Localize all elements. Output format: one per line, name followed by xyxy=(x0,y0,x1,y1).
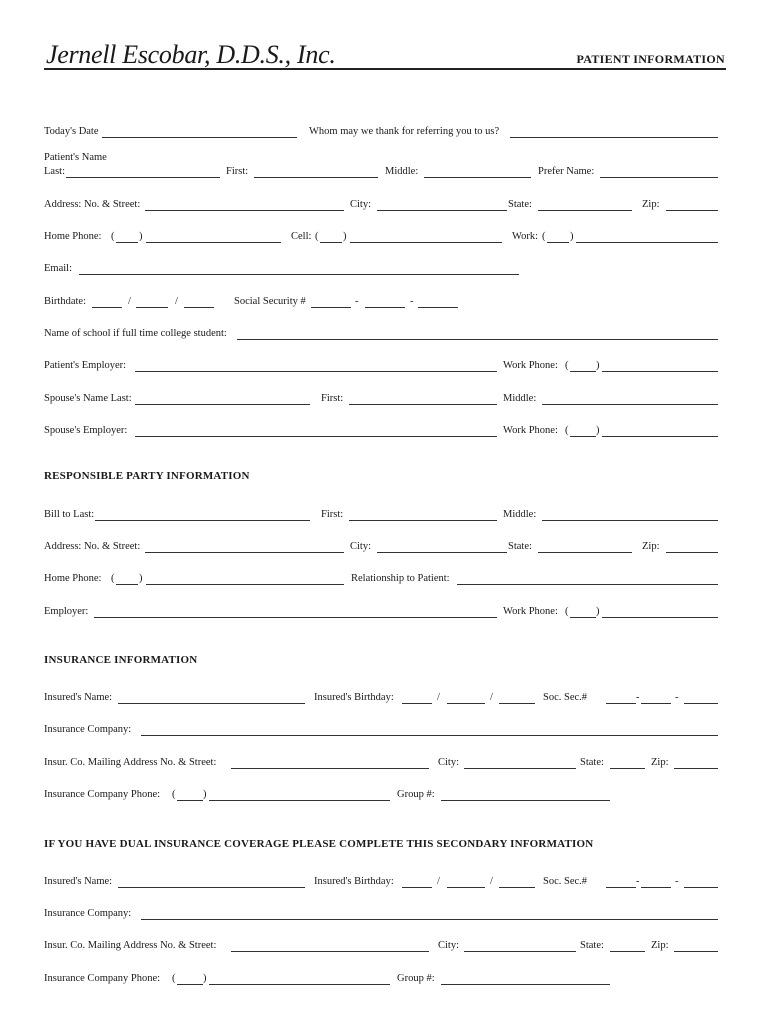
dash: - xyxy=(675,876,679,887)
paren-open: ( xyxy=(111,231,115,242)
relationship-field[interactable] xyxy=(457,584,718,585)
bill-middle-field[interactable] xyxy=(542,520,718,521)
row-sec-phone xyxy=(44,972,719,986)
paren-close: ) xyxy=(596,360,600,371)
ins-phone-area-field[interactable] xyxy=(177,800,203,801)
resp-employer-field[interactable] xyxy=(94,617,497,618)
middle-label: Middle: xyxy=(385,166,419,177)
employer-phone-field[interactable] xyxy=(602,371,718,372)
patients-name-label: Patient's Name xyxy=(44,152,107,163)
row-ins-mailing xyxy=(44,756,719,770)
last-name-field[interactable] xyxy=(66,177,220,178)
dash: - xyxy=(410,296,414,307)
row-patient-name xyxy=(44,165,719,179)
row-spouse-employer xyxy=(44,424,719,438)
sec-birthday-label: Insured's Birthday: xyxy=(314,876,394,887)
bill-middle-label: Middle: xyxy=(503,509,537,520)
ins-state-field[interactable] xyxy=(610,768,645,769)
sec-state-field[interactable] xyxy=(610,951,645,952)
dash: - xyxy=(636,876,640,887)
sec-ssn-part2-field[interactable] xyxy=(641,887,671,888)
form-title: PATIENT INFORMATION xyxy=(576,52,725,66)
insurance-heading: INSURANCE INFORMATION xyxy=(44,654,198,666)
referral-field[interactable] xyxy=(510,137,718,138)
ssn-label: Social Security # xyxy=(234,296,306,307)
resp-city-field[interactable] xyxy=(377,552,507,553)
paren-close: ) xyxy=(139,573,143,584)
resp-zip-label: Zip: xyxy=(642,541,660,552)
row-sec-company xyxy=(44,907,719,921)
zip-field[interactable] xyxy=(666,210,718,211)
ins-mailing-field[interactable] xyxy=(231,768,429,769)
home-phone-label: Home Phone: xyxy=(44,231,102,242)
ins-city-label: City: xyxy=(438,757,460,768)
work-phone-field[interactable] xyxy=(576,242,718,243)
ins-company-field[interactable] xyxy=(141,735,718,736)
slash: / xyxy=(437,876,440,887)
spouse-work-phone-label: Work Phone: xyxy=(503,425,558,436)
row-resp-address xyxy=(44,540,719,554)
row-sec-insured xyxy=(44,875,719,889)
row-phones xyxy=(44,230,719,244)
resp-city-label: City: xyxy=(350,541,372,552)
bill-first-field[interactable] xyxy=(349,520,497,521)
birth-month-field[interactable] xyxy=(92,307,122,308)
ins-group-label: Group #: xyxy=(397,789,435,800)
ssn-part1-field[interactable] xyxy=(311,307,351,308)
ins-mailing-label: Insur. Co. Mailing Address No. & Street: xyxy=(44,757,217,768)
row-address xyxy=(44,198,719,212)
ins-birth-year-field[interactable] xyxy=(499,703,535,704)
first-name-field[interactable] xyxy=(254,177,378,178)
ins-birth-day-field[interactable] xyxy=(447,703,485,704)
middle-name-field[interactable] xyxy=(424,177,531,178)
sec-phone-area-field[interactable] xyxy=(177,984,203,985)
resp-home-area-field[interactable] xyxy=(116,584,138,585)
address-label: Address: No. & Street: xyxy=(44,199,141,210)
relationship-label: Relationship to Patient: xyxy=(351,573,450,584)
ins-company-label: Insurance Company: xyxy=(44,724,132,735)
paren-close: ) xyxy=(343,231,347,242)
row-ins-phone xyxy=(44,788,719,802)
spouse-last-label: Spouse's Name Last: xyxy=(44,393,132,404)
resp-work-phone-field[interactable] xyxy=(602,617,718,618)
bill-first-label: First: xyxy=(321,509,344,520)
last-label: Last: xyxy=(44,166,65,177)
ins-insured-name-label: Insured's Name: xyxy=(44,692,113,703)
row-ins-insured xyxy=(44,691,719,705)
row-bill-to xyxy=(44,508,719,522)
resp-work-phone-label: Work Phone: xyxy=(503,606,558,617)
spouse-employer-field[interactable] xyxy=(135,436,497,437)
sec-phone-field[interactable] xyxy=(209,984,390,985)
school-label: Name of school if full time college student: xyxy=(44,328,227,339)
sec-phone-label: Insurance Company Phone: xyxy=(44,973,161,984)
ins-insured-name-field[interactable] xyxy=(118,703,305,704)
row-resp-phone xyxy=(44,572,719,586)
paren-open: ( xyxy=(172,789,176,800)
ins-ssn-part1-field[interactable] xyxy=(606,703,636,704)
address-field[interactable] xyxy=(145,210,344,211)
slash: / xyxy=(490,692,493,703)
email-label: Email: xyxy=(44,263,72,274)
zip-label: Zip: xyxy=(642,199,660,210)
ins-phone-label: Insurance Company Phone: xyxy=(44,789,161,800)
todays-date-label: Today's Date xyxy=(44,126,99,137)
ssn-part2-field[interactable] xyxy=(365,307,405,308)
spouse-employer-label: Spouse's Employer: xyxy=(44,425,128,436)
slash: / xyxy=(128,296,131,307)
ins-state-label: State: xyxy=(580,757,604,768)
spouse-phone-field[interactable] xyxy=(602,436,718,437)
birth-year-field[interactable] xyxy=(184,307,214,308)
home-phone-field[interactable] xyxy=(146,242,281,243)
sec-birth-day-field[interactable] xyxy=(447,887,485,888)
paren-close: ) xyxy=(570,231,574,242)
dash: - xyxy=(675,692,679,703)
prefer-name-label: Prefer Name: xyxy=(538,166,595,177)
work-label: Work: xyxy=(512,231,538,242)
employer-phone-area-field[interactable] xyxy=(570,371,596,372)
row-birthdate-ssn xyxy=(44,295,719,309)
header-rule xyxy=(44,68,726,70)
paren-open: ( xyxy=(565,360,569,371)
row-ins-company xyxy=(44,723,719,737)
spouse-last-field[interactable] xyxy=(135,404,310,405)
ins-group-field[interactable] xyxy=(441,800,610,801)
row-school xyxy=(44,327,719,341)
row-date-referral xyxy=(44,125,719,139)
todays-date-field[interactable] xyxy=(102,137,297,138)
slash: / xyxy=(175,296,178,307)
birth-day-field[interactable] xyxy=(136,307,168,308)
row-email xyxy=(44,262,719,276)
resp-state-field[interactable] xyxy=(538,552,632,553)
work-area-field[interactable] xyxy=(547,242,569,243)
paren-open: ( xyxy=(111,573,115,584)
paren-close: ) xyxy=(596,425,600,436)
sec-zip-label: Zip: xyxy=(651,940,669,951)
paren-open: ( xyxy=(542,231,546,242)
school-field[interactable] xyxy=(237,339,718,340)
slash: / xyxy=(437,692,440,703)
resp-address-label: Address: No. & Street: xyxy=(44,541,141,552)
sec-ssn-part1-field[interactable] xyxy=(606,887,636,888)
sec-soc-sec-label: Soc. Sec.# xyxy=(543,876,588,887)
resp-home-phone-field[interactable] xyxy=(146,584,344,585)
ins-zip-label: Zip: xyxy=(651,757,669,768)
spouse-middle-label: Middle: xyxy=(503,393,537,404)
state-label: State: xyxy=(508,199,532,210)
cell-area-field[interactable] xyxy=(320,242,342,243)
prefer-name-field[interactable] xyxy=(600,177,718,178)
sec-zip-field[interactable] xyxy=(674,951,718,952)
city-field[interactable] xyxy=(377,210,507,211)
resp-state-label: State: xyxy=(508,541,532,552)
ssn-part3-field[interactable] xyxy=(418,307,458,308)
ins-ssn-part3-field[interactable] xyxy=(684,703,718,704)
cell-field[interactable] xyxy=(350,242,502,243)
resp-home-phone-label: Home Phone: xyxy=(44,573,102,584)
spouse-first-label: First: xyxy=(321,393,344,404)
resp-zip-field[interactable] xyxy=(666,552,718,553)
responsible-party-heading: RESPONSIBLE PARTY INFORMATION xyxy=(44,470,250,482)
spouse-phone-area-field[interactable] xyxy=(570,436,596,437)
sec-state-label: State: xyxy=(580,940,604,951)
paren-close: ) xyxy=(139,231,143,242)
ins-birthday-label: Insured's Birthday: xyxy=(314,692,394,703)
sec-city-field[interactable] xyxy=(464,951,576,952)
spouse-middle-field[interactable] xyxy=(542,404,718,405)
paren-close: ) xyxy=(203,789,207,800)
cell-label: Cell: xyxy=(291,231,312,242)
sec-mailing-field[interactable] xyxy=(231,951,429,952)
row-employer xyxy=(44,359,719,373)
resp-work-area-field[interactable] xyxy=(570,617,596,618)
work-phone-label: Work Phone: xyxy=(503,360,558,371)
sec-birth-year-field[interactable] xyxy=(499,887,535,888)
city-label: City: xyxy=(350,199,372,210)
paren-open: ( xyxy=(565,606,569,617)
row-resp-employer xyxy=(44,605,719,619)
paren-close: ) xyxy=(596,606,600,617)
secondary-heading: IF YOU HAVE DUAL INSURANCE COVERAGE PLEASE COMPLETE THIS SECONDARY INFORMATION xyxy=(44,838,594,850)
ins-birth-month-field[interactable] xyxy=(402,703,432,704)
ins-phone-field[interactable] xyxy=(209,800,390,801)
email-field[interactable] xyxy=(79,274,519,275)
sec-company-label: Insurance Company: xyxy=(44,908,132,919)
row-sec-mailing xyxy=(44,939,719,953)
sec-insured-name-field[interactable] xyxy=(118,887,305,888)
row-patient-name-title xyxy=(44,151,719,165)
dash: - xyxy=(355,296,359,307)
ins-soc-sec-label: Soc. Sec.# xyxy=(543,692,588,703)
paren-open: ( xyxy=(172,973,176,984)
sec-company-field[interactable] xyxy=(141,919,718,920)
first-label: First: xyxy=(226,166,249,177)
sec-group-field[interactable] xyxy=(441,984,610,985)
paren-open: ( xyxy=(565,425,569,436)
spouse-first-field[interactable] xyxy=(349,404,497,405)
dash: - xyxy=(636,692,640,703)
sec-ssn-part3-field[interactable] xyxy=(684,887,718,888)
sec-insured-name-label: Insured's Name: xyxy=(44,876,113,887)
bill-to-last-label: Bill to Last: xyxy=(44,509,95,520)
sec-city-label: City: xyxy=(438,940,460,951)
ins-ssn-part2-field[interactable] xyxy=(641,703,671,704)
sec-mailing-label: Insur. Co. Mailing Address No. & Street: xyxy=(44,940,217,951)
resp-address-field[interactable] xyxy=(145,552,344,553)
bill-to-last-field[interactable] xyxy=(95,520,310,521)
paren-close: ) xyxy=(203,973,207,984)
sec-group-label: Group #: xyxy=(397,973,435,984)
paren-open: ( xyxy=(315,231,319,242)
sec-birth-month-field[interactable] xyxy=(402,887,432,888)
birthdate-label: Birthdate: xyxy=(44,296,86,307)
home-phone-area-field[interactable] xyxy=(116,242,138,243)
state-field[interactable] xyxy=(538,210,632,211)
employer-field[interactable] xyxy=(135,371,497,372)
row-spouse-name xyxy=(44,392,719,406)
practice-name: Jernell Escobar, D.D.S., Inc. xyxy=(46,40,336,69)
ins-city-field[interactable] xyxy=(464,768,576,769)
referral-label: Whom may we thank for referring you to us? xyxy=(309,126,500,137)
resp-employer-label: Employer: xyxy=(44,606,89,617)
slash: / xyxy=(490,876,493,887)
ins-zip-field[interactable] xyxy=(674,768,718,769)
employer-label: Patient's Employer: xyxy=(44,360,127,371)
